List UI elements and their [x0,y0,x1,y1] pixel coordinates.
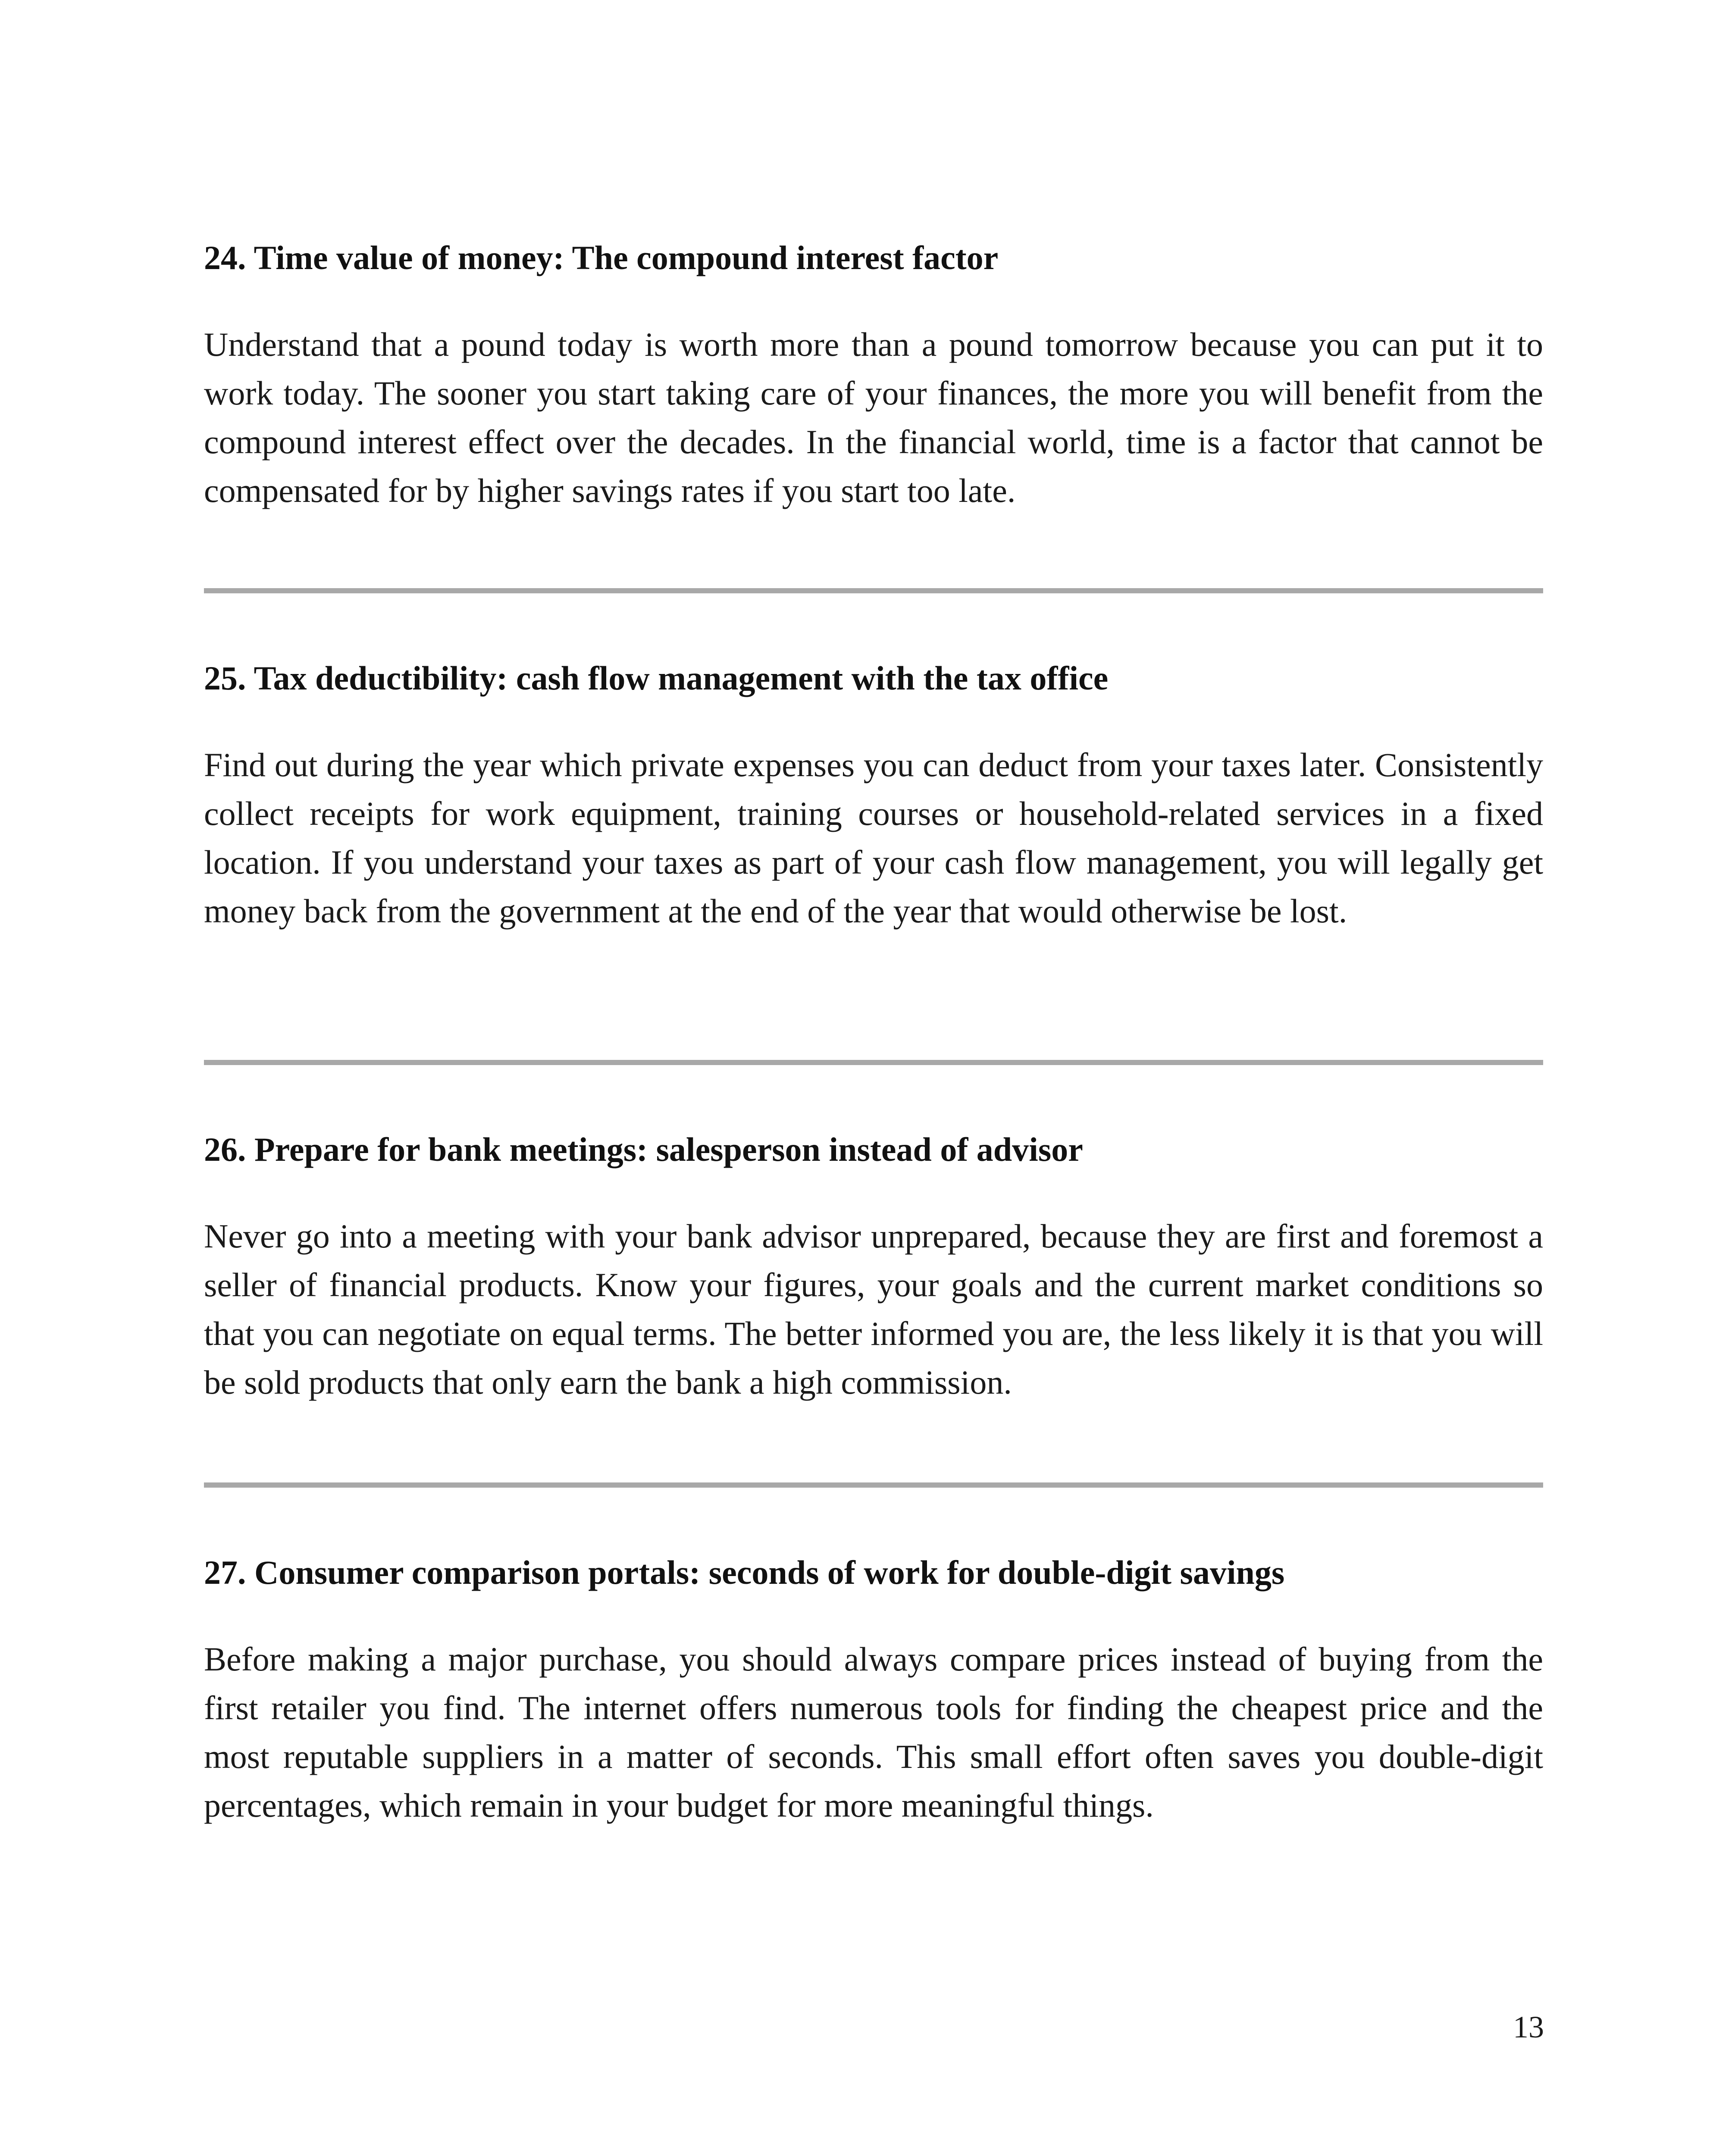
section-body: Understand that a pound today is worth more than a pound tomorrow because you can put it to work today. The sooner you start taking care of your finances, the more you will benefit from the compound interest effect over the decades. In the financial world, time is a factor that cannot be compensated for by higher savings rates if you start too late. [204,326,1543,509]
section-body: Find out during the year which private expenses you can deduct from your taxes later. Consistently collect receipts for work equipment, training courses or household-related services in a fixed location. If you understand your taxes as part of your cash flow management, you will legally get money back from the government at the end of the year that would otherwise be lost. [204,746,1543,930]
section-27 [204,1551,1543,1830]
section-heading: 27. Consumer comparison portals: seconds of work for double-digit savings [204,1554,1285,1591]
section-divider [204,1060,1543,1065]
page-number: 13 [1513,2010,1544,2044]
section-body: Never go into a meeting with your bank advisor unprepared, because they are first and foremost a seller of financial products. Know your figures, your goals and the current market conditions so that you can negotiate on equal terms. The better informed you are, the less likely it is that you will be sold products that only earn the bank a high commission. [204,1217,1543,1401]
section-heading: 24. Time value of money: The compound interest factor [204,239,999,276]
section-body: Before making a major purchase, you should always compare prices instead of buying from the first retailer you find. The internet offers numerous tools for finding the cheapest price and the most reputable suppliers in a matter of seconds. This small effort often saves you double-digit percentages, which remain in your budget for more meaningful things. [204,1640,1543,1824]
section-25 [204,657,1543,935]
section-divider [204,1482,1543,1488]
section-heading: 25. Tax deductibility: cash flow management with the tax office [204,659,1109,697]
section-heading: 26. Prepare for bank meetings: salesperson instead of advisor [204,1131,1083,1168]
section-24 [204,236,1543,515]
section-divider [204,588,1543,593]
section-26 [204,1128,1543,1407]
